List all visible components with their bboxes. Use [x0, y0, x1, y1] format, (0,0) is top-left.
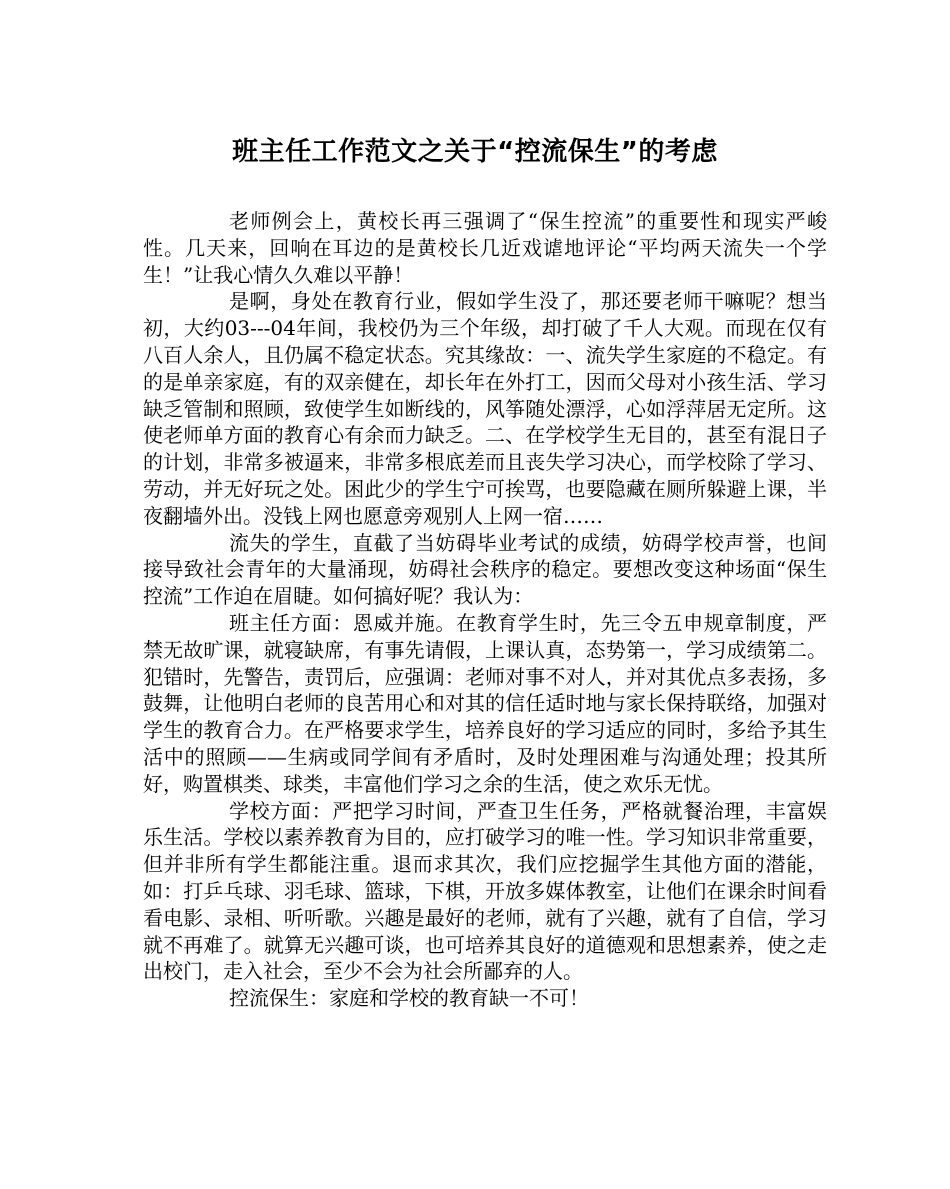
- paragraph-6: 控流保生：家庭和学校的教育缺一不可！: [229, 986, 589, 1011]
- paragraph-4: 班主任方面：恩威并施。在教育学生时，先三令五申规章制度，严禁无故旷课，就寝缺席，有事先请假，上课认真，态势第一，学习成绩第二。犯错时，先警告，责罚后，应强调：老师对事不对人，并对其优点多表扬，多鼓舞，让他明白老师的良苦用心和对其的信任适时地与家长保持联络，加强对学生的教育合力。在严格要求学生，培养良好的学习适应的同时，多给予其生活中的照顾——生病或同学间有矛盾时，及时处理困难与沟通处理；投其所好，购置棋类、球类，丰富他们学习之余的生活，使之欢乐无忧。: [143, 610, 827, 796]
- paragraph-2: 是啊，身处在教育行业，假如学生没了，那还要老师干嘛呢？想当初，大约03---04年间，我校仍为三个年级，却打破了千人大观。而现在仅有八百人余人，且仍属不稳定状态。究其缘故：一、流失学生家庭的不稳定。有的是单亲家庭，有的双亲健在，却长年在外打工，因而父母对小孩生活、学习缺乏管制和照顾，致使学生如断线的，风筝随处漂浮，心如浮萍居无定所。这使老师单方面的教育心有余而力缺乏。二、在学校学生无目的，甚至有混日子的计划，非常多被逼来，非常多根底差而且丧失学习决心，而学校除了学习、劳动，并无好玩之处。困此少的学生宁可挨骂，也要隐藏在厕所躲避上课，半夜翻墙外出。没钱上网也愿意旁观别人上网一宿……: [143, 289, 827, 528]
- document-title: 班主任工作范文之关于“控流保生”的考虑: [232, 137, 718, 167]
- document-body: [143, 208, 827, 1012]
- paragraph-3: 流失的学生，直截了当妨碍毕业考试的成绩，妨碍学校声誉，也间接导致社会青年的大量涌现，妨碍社会秩序的稳定。要想改变这种场面“保生控流”工作迫在眉睫。如何搞好呢？我认为：: [143, 530, 827, 609]
- paragraph-1: 老师例会上，黄校长再三强调了“保生控流”的重要性和现实严峻性。几天来，回响在耳边的是黄校长几近戏谑地评论“平均两天流失一个学生！”让我心情久久难以平静！: [143, 209, 827, 287]
- paragraph-5: 学校方面：严把学习时间，严查卫生任务，严格就餐治理，丰富娱乐生活。学校以素养教育为目的，应打破学习的唯一性。学习知识非常重要，但并非所有学生都能注重。退而求其次，我们应挖掘学生其他方面的潜能，如：打乒乓球、羽毛球、篮球，下棋，开放多媒体教室，让他们在课余时间看看电影、录相、听听歌。兴趣是最好的老师，就有了兴趣，就有了自信，学习就不再难了。就算无兴趣可谈，也可培养其良好的道德观和思想素养，使之走出校门，走入社会，至少不会为社会所鄙弃的人。: [143, 798, 827, 984]
